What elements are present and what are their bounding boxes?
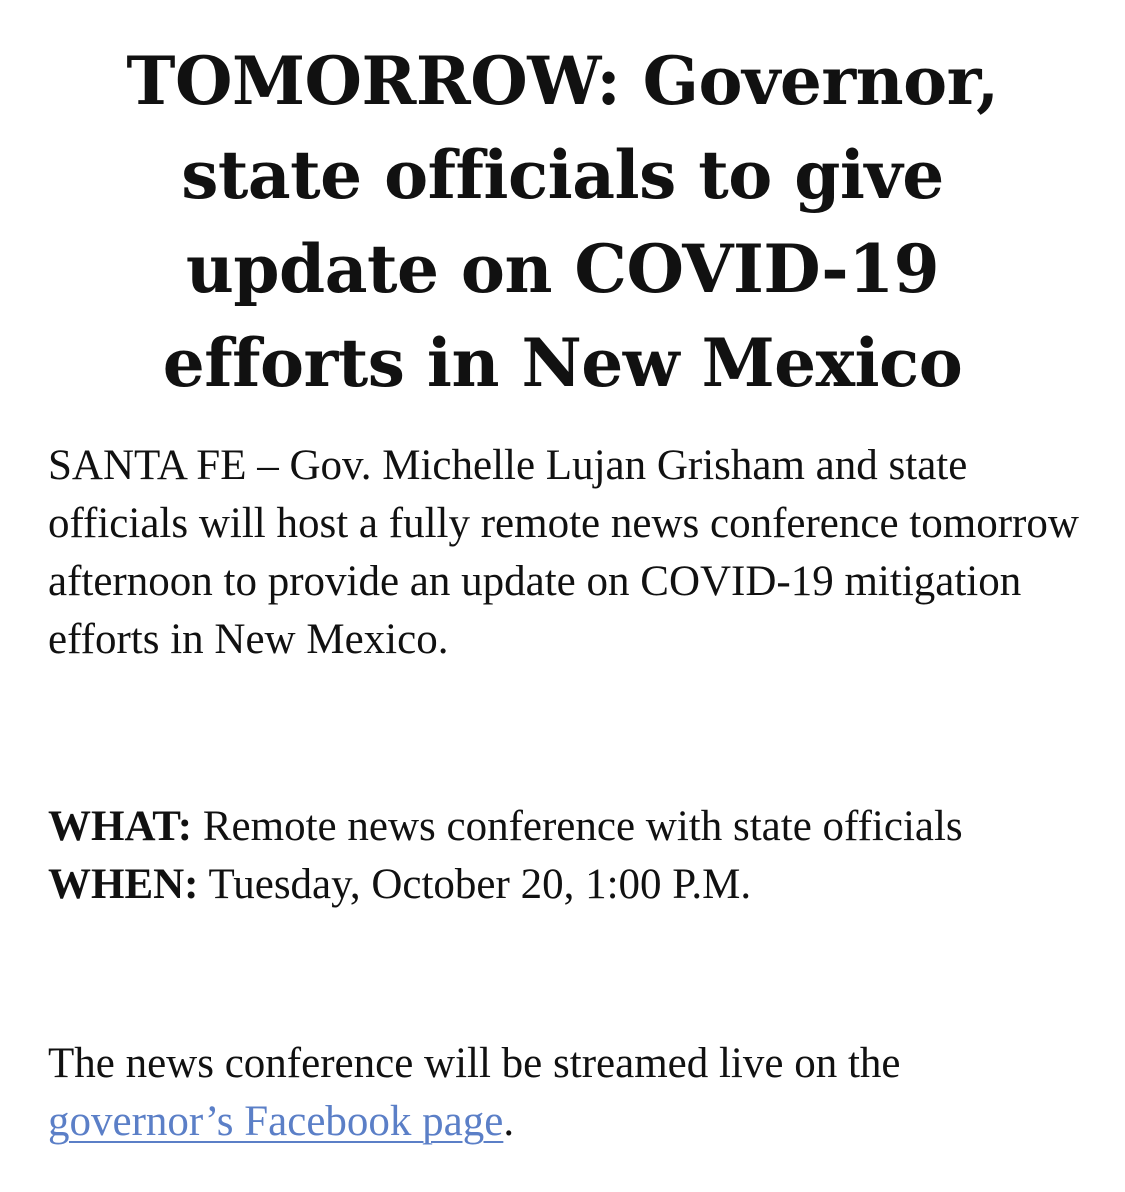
facebook-page-link[interactable]: governor’s Facebook page <box>48 1098 504 1145</box>
page-title: TOMORROW: Governor, state officials to give update on COVID-19 efforts in New Mexico <box>126 42 999 402</box>
stream-text-after-link: . <box>503 1098 515 1145</box>
when-line <box>48 856 1088 914</box>
when-label: WHEN: <box>48 861 199 908</box>
what-value: Remote news conference with state officials <box>202 803 963 850</box>
intro-paragraph: SANTA FE – Gov. Michelle Lujan Grisham and state officials will host a fully remote news conference tomorrow afternoon to provide an update on COVID-19 mitigation efforts in New Mexico. <box>48 442 1079 663</box>
what-label: WHAT: <box>48 803 193 850</box>
when-value: Tuesday, October 20, 1:00 P.M. <box>208 861 752 908</box>
event-details <box>48 798 1088 914</box>
stream-text-before-link: The news conference will be streamed live on the <box>48 1040 901 1087</box>
stream-paragraph <box>48 1035 1088 1151</box>
what-line <box>48 798 1088 856</box>
